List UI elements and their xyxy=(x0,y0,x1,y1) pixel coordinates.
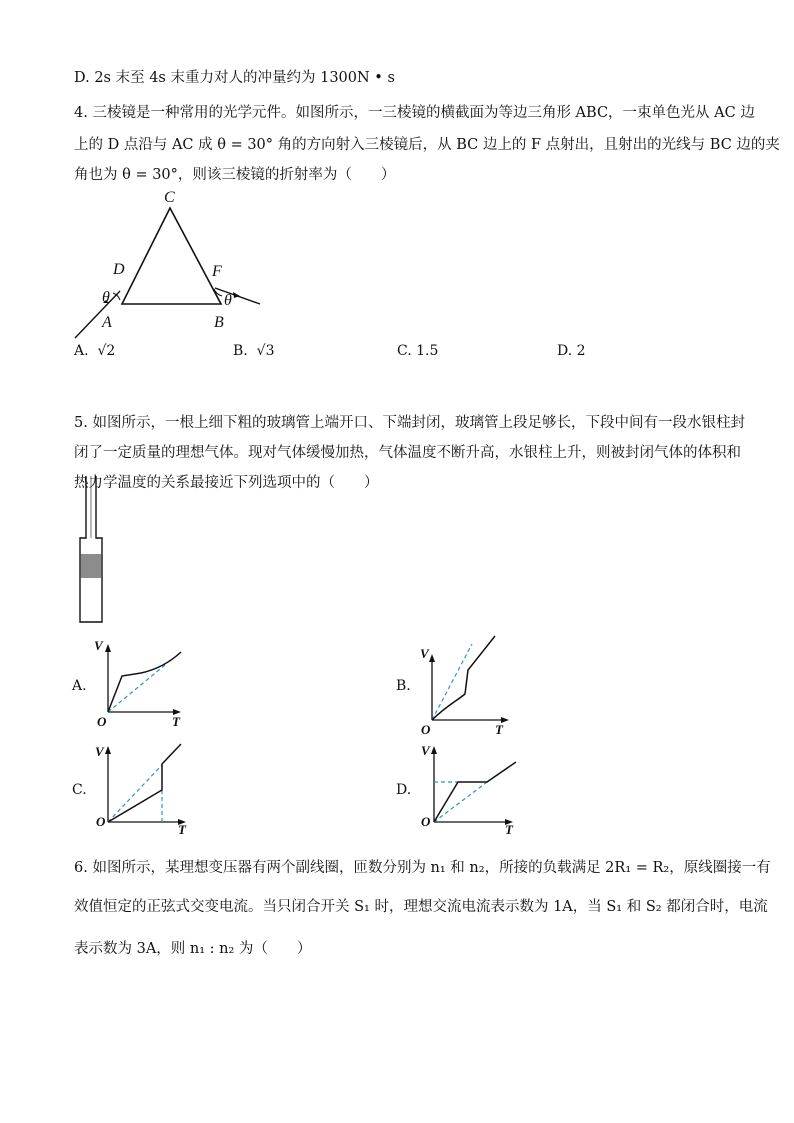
q5-option-b: B. xyxy=(396,678,411,694)
svg-text:T: T xyxy=(505,822,513,837)
q4-option-a: A. √2 xyxy=(74,343,116,359)
q4-option-c: C. 1.5 xyxy=(397,343,439,359)
label-theta-left: θ xyxy=(102,289,110,306)
label-c: C xyxy=(164,189,175,206)
svg-text:T: T xyxy=(172,714,180,729)
q5-option-d: D. xyxy=(396,782,412,798)
svg-text:O: O xyxy=(421,722,431,737)
q4-text-line-2: 上的 D 点沿与 AC 成 θ = 30° 角的方向射入三棱镜后，从 BC 边上的 F 点射出，且射出的光线与 BC 边的夹 xyxy=(74,137,780,153)
q6-text-line-1: 6. 如图所示，某理想变压器有两个副线圈，匝数分别为 n₁ 和 n₂，所接的负载满足 2R₁ = R₂，原线圈接一有 xyxy=(74,860,771,876)
svg-text:T: T xyxy=(495,722,503,737)
svg-text:T: T xyxy=(178,822,186,837)
q4-option-d: D. 2 xyxy=(557,343,586,359)
label-b: B xyxy=(214,314,224,331)
label-d: D xyxy=(113,261,125,278)
label-a: A xyxy=(102,314,112,331)
q6-text-line-3: 表示数为 3A，则 n₁ : n₂ 为（ ） xyxy=(74,941,312,957)
q5-text-line-3: 热力学温度的关系最接近下列选项中的（ ） xyxy=(74,475,379,491)
svg-text:O: O xyxy=(97,714,107,729)
q4-text-line-3: 角也为 θ = 30°，则该三棱镜的折射率为（ ） xyxy=(74,167,396,183)
q4-text-line-1: 4. 三棱镜是一种常用的光学元件。如图所示，一三棱镜的横截面为等边三角形 ABC，一束单色光从 AC 边 xyxy=(74,105,755,121)
svg-text:O: O xyxy=(96,814,106,829)
q5-text-line-1: 5. 如图所示，一根上细下粗的玻璃管上端开口、下端封闭，玻璃管上段足够长，下段中间有一段水银柱封 xyxy=(74,415,745,431)
q3-option-d: D. 2s 末至 4s 末重力对人的冲量约为 1300N • s xyxy=(74,70,395,86)
svg-text:V: V xyxy=(420,646,429,661)
q5-option-a: A. xyxy=(72,678,87,694)
q6-text-line-2: 效值恒定的正弦式交变电流。当只闭合开关 S₁ 时，理想交流电流表示数为 1A，当 S₁ 和 S₂ 都闭合时，电流 xyxy=(74,899,768,915)
svg-text:V: V xyxy=(421,743,430,758)
svg-text:V: V xyxy=(95,744,104,759)
label-theta-right: θ xyxy=(224,292,232,309)
svg-text:V: V xyxy=(94,638,103,653)
q5-option-c: C. xyxy=(72,782,87,798)
q5-text-line-2: 闭了一定质量的理想气体。现对气体缓慢加热，气体温度不断升高，水银柱上升，则被封闭气体的体积和 xyxy=(74,445,741,461)
q4-option-b: B. √3 xyxy=(233,343,275,359)
svg-text:O: O xyxy=(421,814,431,829)
label-f: F xyxy=(212,263,222,280)
